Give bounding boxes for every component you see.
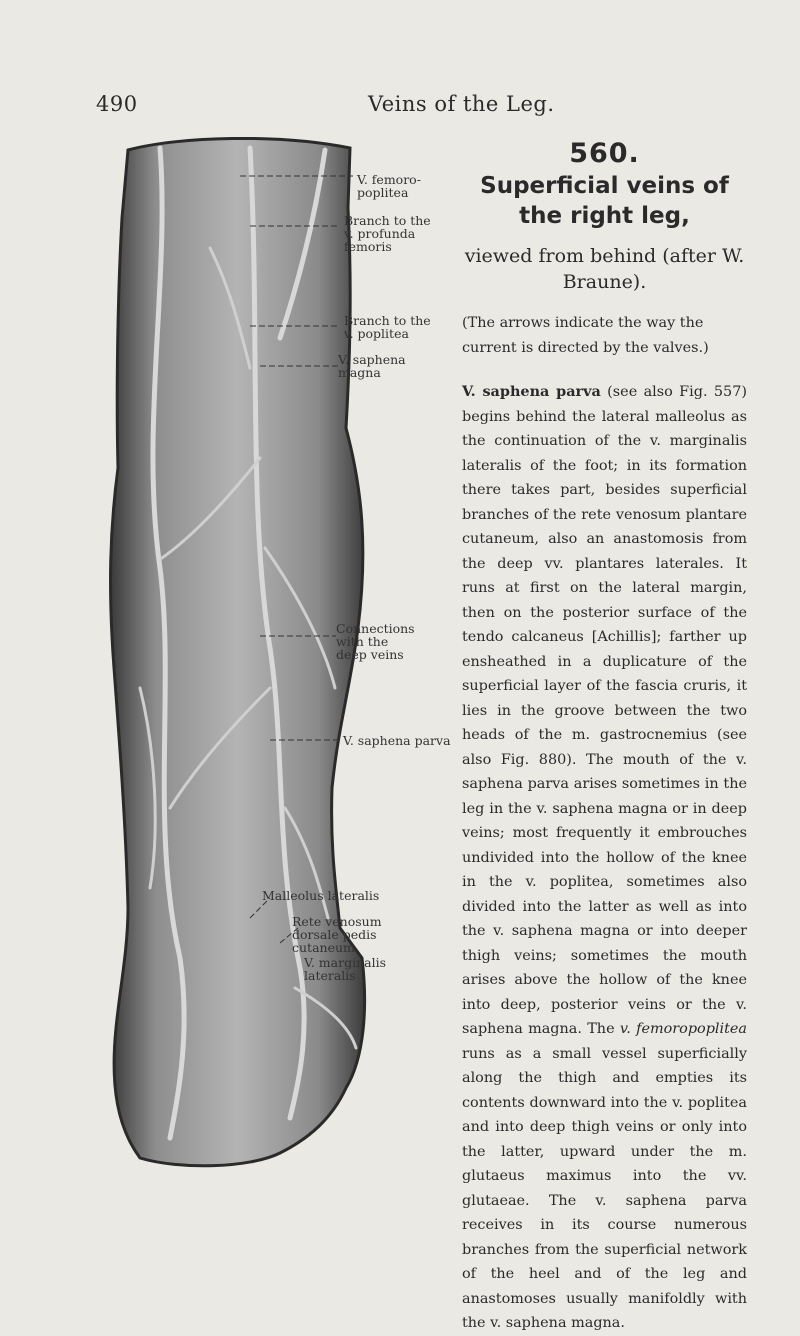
- leg-outline: [111, 138, 365, 1165]
- label-branch-profunda: Branch to the v. profunda femoris: [344, 213, 431, 254]
- body-term: V. saphena parva: [462, 383, 601, 400]
- label-malleolus-lateralis: Malleolus lateralis: [262, 888, 380, 903]
- text-column: [462, 138, 747, 1336]
- page-header: [0, 92, 800, 122]
- label-branch-poplitea: Branch to the v. poplitea: [344, 313, 431, 341]
- label-connections-deep: Connections with the deep veins: [336, 621, 415, 662]
- label-v-saphena-parva: V. saphena parva: [343, 733, 451, 748]
- body-intro: (see also Fig. 557) begins behind the lateral malleolus as the continuation of the v. marginalis lateralis of the foot; in its formation there takes part, besides superficial branches of the rete venosum plantare cutaneum, also an anastomosis from the deep vv. plantares laterales. It runs at first on the lateral margin, then on the posterior surface of the tendo calcaneus [Achillis]; farther up ensheathed in a duplicature of the superficial layer of the fascia cruris, it lies in the groove between the two heads of the m. gastrocnemius (see also Fig. 880). The mouth of the v. saphena parva arises sometimes in the leg in the v. saphena magna or in deep veins; most frequently it embrouches undivided into the hollow of the knee in the v. poplitea, sometimes also divided into the latter as well as into the v. saphena magna or into deeper thigh veins; sometimes the mouth arises above the hollow of the knee into deep, posterior veins or the v. saphena magna. The: [462, 384, 747, 1037]
- label-v-saphena-magna: V. saphena magna: [338, 352, 406, 380]
- figure-title: Superficial veins of the right leg,: [480, 173, 729, 229]
- figure-number: 560.: [569, 138, 640, 169]
- page-number: 490: [96, 92, 138, 116]
- figure-note: (The arrows indicate the way the current is directed by the valves.): [462, 315, 709, 356]
- label-v-marginalis: V. marginalis lateralis: [304, 955, 386, 983]
- figure-subtitle: viewed from behind (after W. Braune).: [464, 245, 745, 293]
- body-italic-term: v. femoropoplitea: [619, 1021, 748, 1037]
- label-v-femoropoplitea: V. femoro- poplitea: [357, 172, 421, 200]
- body-rest: runs as a small vessel superficially along the thigh and empties its contents downward into the v. poplitea and into deep thigh veins or only into the latter, upward under the m. glutaeus maximus into the vv. glutaeae. The v. saphena parva receives in its course numerous branches from the superficial network of the heel and of the leg and anastomoses usually manifoldly with the v. saphena magna.: [462, 1045, 747, 1331]
- running-title: Veins of the Leg.: [368, 92, 555, 116]
- body-paragraph: [462, 380, 747, 1336]
- label-rete-venosum: Rete venosum dorsale pedis cutaneum: [292, 914, 382, 955]
